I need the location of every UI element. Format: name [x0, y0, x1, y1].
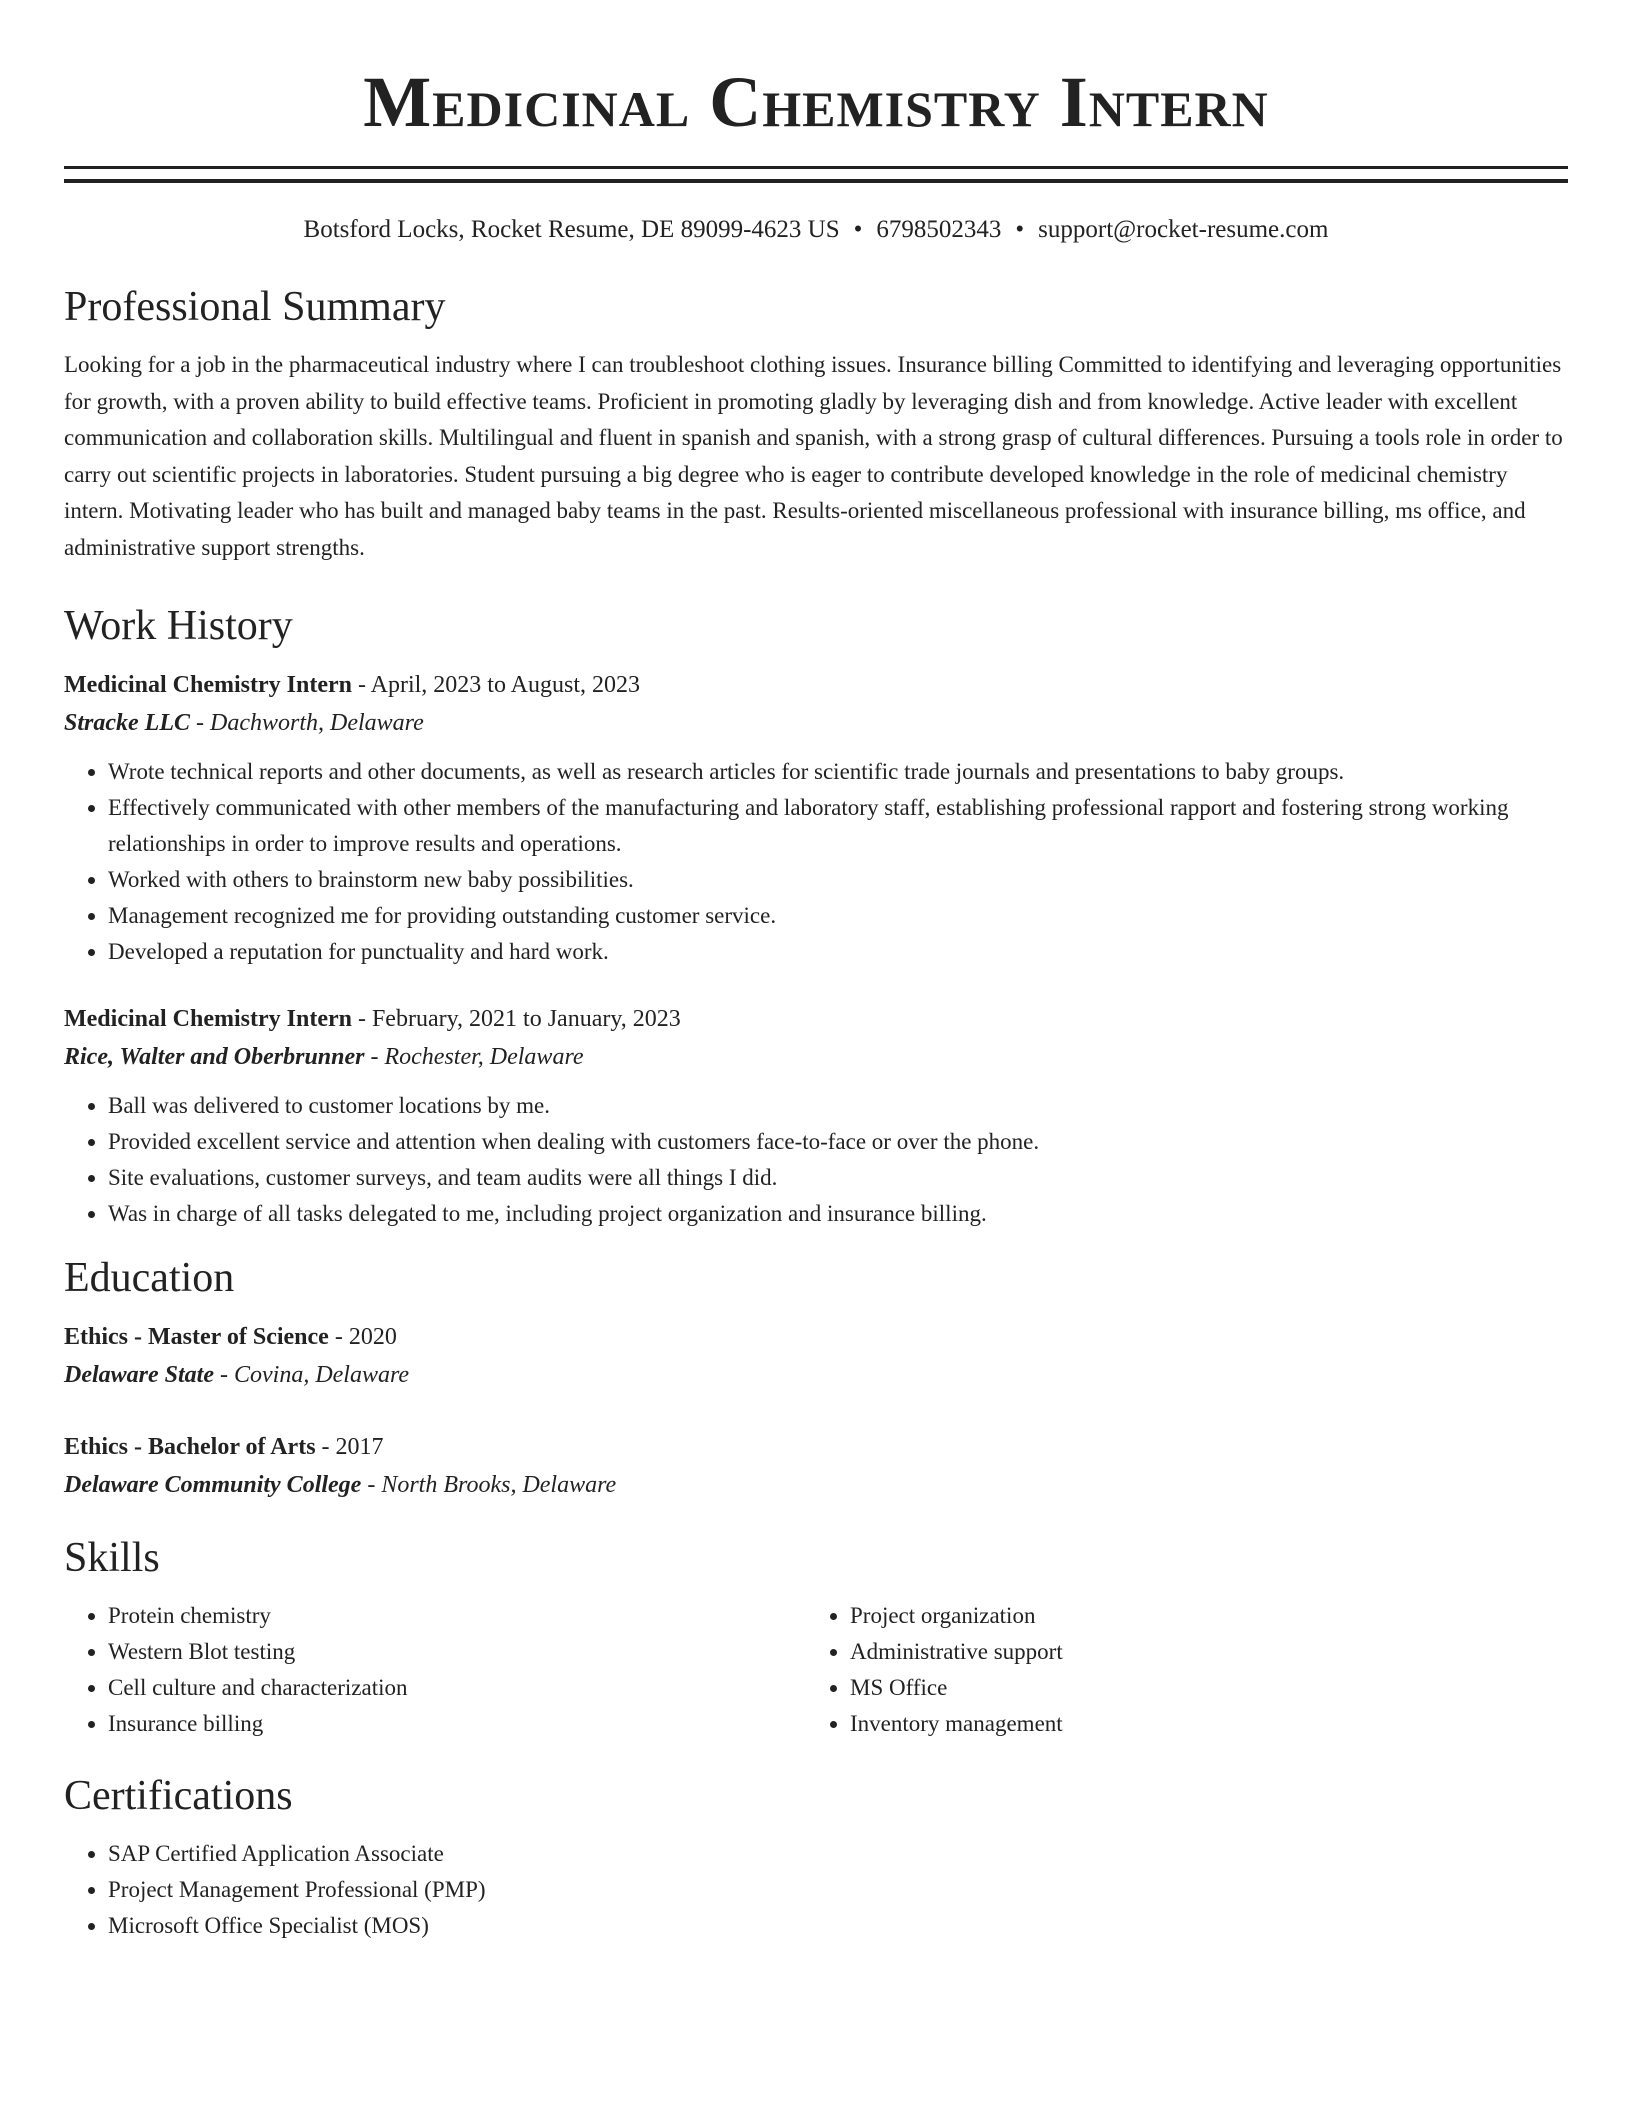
- education-heading: Education: [64, 1255, 235, 1301]
- job-location: - Rochester, Delaware: [364, 1044, 584, 1070]
- list-item: • Provided excellent service and attention when dealing with customers face-to-face or over the phone.: [108, 1124, 1568, 1160]
- list-item: • Effectively communicated with other members of the manufacturing and laboratory staff, establishing professional rapport and fostering strong working relationships in order to improve results and operations.: [108, 790, 1568, 862]
- contact-separator: •: [853, 216, 863, 243]
- job-entry: [64, 1000, 1568, 1232]
- graduation-year: - 2017: [315, 1434, 384, 1460]
- contact-email: support@rocket-resume.com: [1038, 216, 1329, 243]
- list-item: • SAP Certified Application Associate: [108, 1836, 1568, 1872]
- list-item: • Insurance billing: [108, 1706, 806, 1742]
- list-item: • Protein chemistry: [108, 1598, 806, 1634]
- list-item: • Management recognized me for providing outstanding customer service.: [108, 898, 1568, 934]
- job-bullets: [64, 754, 1568, 970]
- job-company: Rice, Walter and Oberbrunner: [64, 1044, 365, 1070]
- school-name: Delaware State: [64, 1362, 214, 1388]
- list-item: • Inventory management: [850, 1706, 1566, 1742]
- contact-separator: •: [1015, 216, 1025, 243]
- title-divider: [64, 166, 1568, 183]
- skills-heading: Skills: [64, 1535, 160, 1581]
- skills-section: [64, 1532, 1568, 1742]
- certifications-heading: Certifications: [64, 1773, 293, 1819]
- job-entry: [64, 666, 1568, 970]
- job-company: Stracke LLC: [64, 710, 190, 736]
- job-bullets: [64, 1088, 1568, 1232]
- summary-text: Looking for a job in the pharmaceutical industry where I can troubleshoot clothing issues. Insurance billing Committed to identifying and leveraging opportunities for growth, with a proven ability to build effective teams. Proficient in promoting gladly by leveraging dish and from knowledge. Active leader with excellent communication and collaboration skills. Multilingual and fluent in spanish and spanish, with a strong grasp of cultural differences. Pursuing a tools role in order to carry out scientific projects in laboratories. Student pursuing a big degree who is eager to contribute developed knowledge in the role of medicinal chemistry intern. Motivating leader who has built and managed baby teams in the past. Results-oriented miscellaneous professional with insurance billing, ms office, and administrative support strengths.: [64, 352, 1563, 560]
- job-dates: - April, 2023 to August, 2023: [351, 672, 640, 698]
- job-location: - Dachworth, Delaware: [190, 710, 424, 736]
- degree-line: [64, 1318, 1568, 1356]
- education-entry: [64, 1318, 1568, 1394]
- list-item: • Western Blot testing: [108, 1634, 806, 1670]
- list-item: • Microsoft Office Specialist (MOS): [108, 1908, 1568, 1944]
- list-item: • Cell culture and characterization: [108, 1670, 806, 1706]
- list-item: • Site evaluations, customer surveys, and team audits were all things I did.: [108, 1160, 1568, 1196]
- degree: Ethics - Master of Science: [64, 1324, 329, 1350]
- contact-address: Botsford Locks, Rocket Resume, DE 89099-4623 US: [303, 216, 840, 243]
- school-location: - North Brooks, Delaware: [361, 1472, 617, 1498]
- list-item: • Worked with others to brainstorm new baby possibilities.: [108, 862, 1568, 898]
- list-item: • Ball was delivered to customer locations by me.: [108, 1088, 1568, 1124]
- list-item: • Administrative support: [850, 1634, 1566, 1670]
- list-item: • MS Office: [850, 1670, 1566, 1706]
- summary-section: [64, 281, 1568, 566]
- degree-line: [64, 1428, 1568, 1466]
- skills-list-left: [64, 1598, 806, 1742]
- education-entry: [64, 1428, 1568, 1504]
- contact-line: [64, 213, 1568, 247]
- certifications-section: [64, 1770, 1568, 1944]
- list-item: • Wrote technical reports and other documents, as well as research articles for scientific trade journals and presentations to baby groups.: [108, 754, 1568, 790]
- job-dates: - February, 2021 to January, 2023: [351, 1006, 681, 1032]
- school-location: - Covina, Delaware: [214, 1362, 410, 1388]
- job-company-line: [64, 1038, 1568, 1076]
- school-name: Delaware Community College: [64, 1472, 362, 1498]
- list-item: • Project organization: [850, 1598, 1566, 1634]
- skills-list-right: [806, 1598, 1566, 1742]
- list-item: • Was in charge of all tasks delegated to me, including project organization and insurance billing.: [108, 1196, 1568, 1232]
- job-title-line: [64, 666, 1568, 704]
- graduation-year: - 2020: [328, 1324, 397, 1350]
- job-title-line: [64, 1000, 1568, 1038]
- list-item: • Project Management Professional (PMP): [108, 1872, 1568, 1908]
- summary-heading: Professional Summary: [64, 284, 446, 330]
- job-company-line: [64, 704, 1568, 742]
- certifications-list: [64, 1836, 1568, 1944]
- contact-phone: 6798502343: [876, 216, 1002, 243]
- school-line: [64, 1356, 1568, 1394]
- work-history-section: [64, 600, 1568, 1232]
- job-title: Medicinal Chemistry Intern: [64, 672, 352, 698]
- school-line: [64, 1466, 1568, 1504]
- skills-grid: [64, 1598, 1568, 1742]
- work-history-heading: Work History: [64, 603, 293, 649]
- education-section: [64, 1252, 1568, 1504]
- job-title: Medicinal Chemistry Intern: [64, 1006, 352, 1032]
- list-item: • Developed a reputation for punctuality and hard work.: [108, 934, 1568, 970]
- resume-title: Medicinal Chemistry Intern: [363, 62, 1269, 142]
- degree: Ethics - Bachelor of Arts: [64, 1434, 316, 1460]
